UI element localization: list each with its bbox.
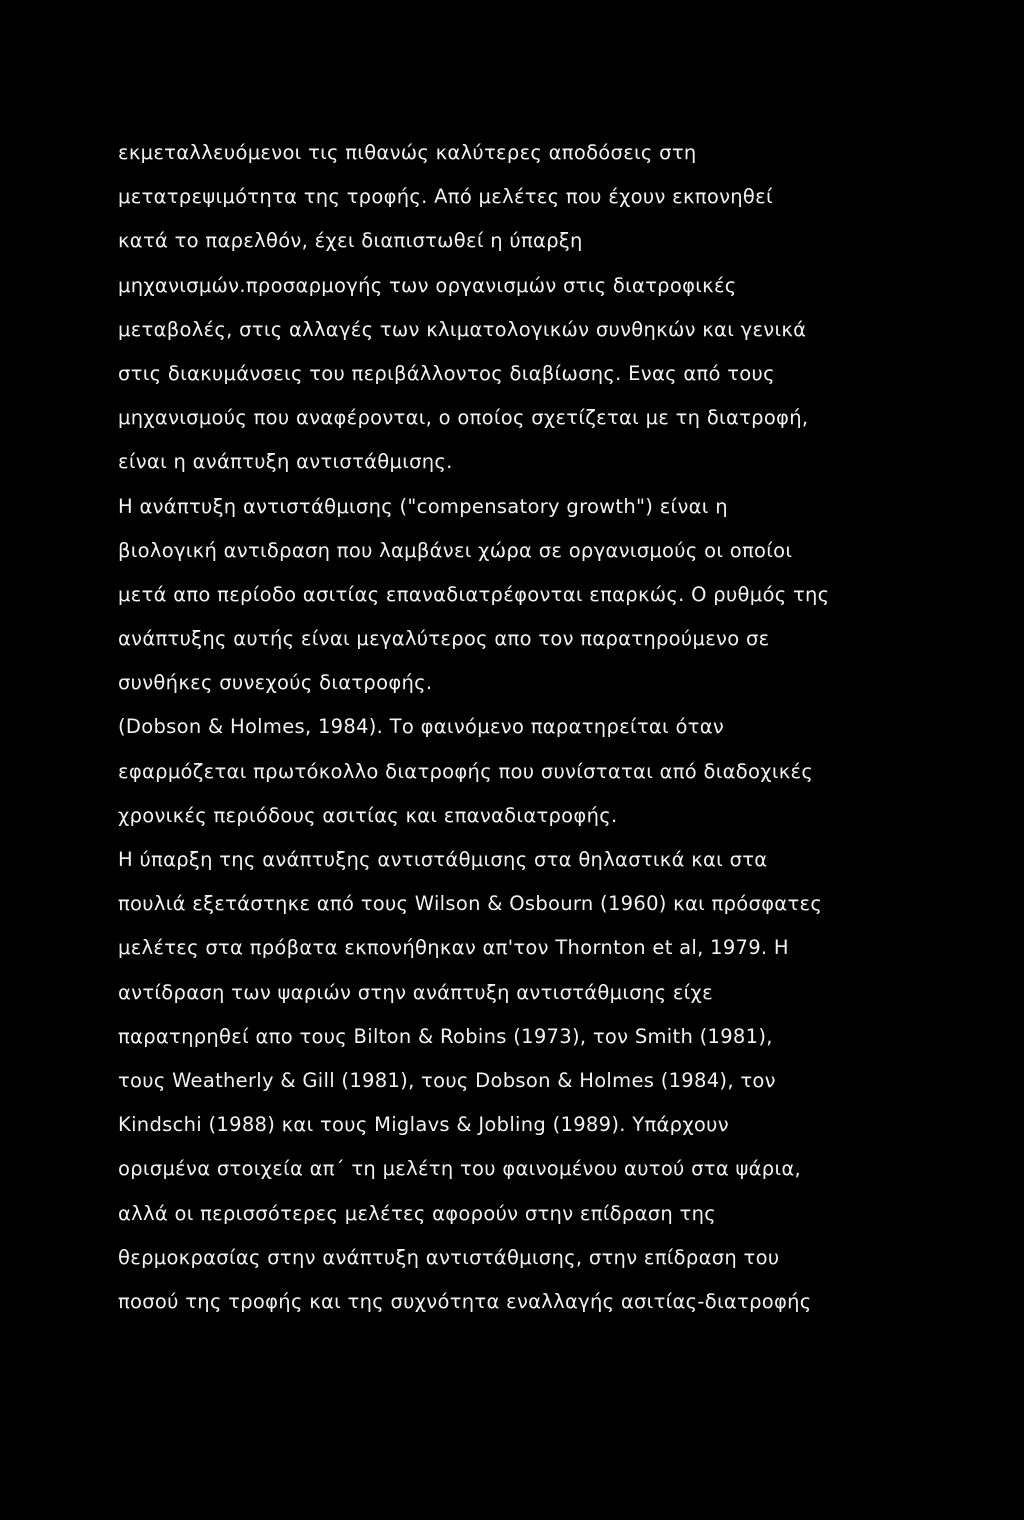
text-line: βιολογική αντιδραση που λαμβάνει χώρα σε οργανισμούς οι οποίοι bbox=[118, 538, 793, 562]
text-line: Kindschi (1988) και τους Miglavs & Jobling (1989). Υπάρχουν bbox=[118, 1113, 729, 1137]
body-text bbox=[118, 131, 918, 1324]
text-line: εκμεταλλευόμενοι τις πιθανώς καλύτερες αποδόσεις στη bbox=[118, 141, 697, 164]
text-line: μετατρεψιμότητα της τροφής. Από μελέτες που έχουν εκπονηθεί bbox=[118, 185, 773, 209]
text-line: είναι η ανάπτυξη αντιστάθμισης. bbox=[118, 450, 453, 474]
text-line: ανάπτυξης αυτής είναι μεγαλύτερος απο τον παρατηρούμενο σε bbox=[118, 627, 770, 651]
text-line: θερμοκρασίας στην ανάπτυξη αντιστάθμισης, στην επίδραση του bbox=[118, 1245, 780, 1269]
text-line: μεταβολές, στις αλλαγές των κλιματολογικών συνθηκών και γενικά bbox=[118, 317, 807, 341]
text-line: παρατηρηθεί απο τους Bilton & Robins (1973), τον Smith (1981), bbox=[118, 1024, 773, 1048]
text-line: ορισμένα στοιχεία απ΄ τη μελέτη του φαινομένου αυτού στα ψάρια, bbox=[118, 1157, 802, 1181]
text-line: τους Weatherly & Gill (1981), τους Dobson & Holmes (1984), τον bbox=[118, 1068, 776, 1092]
text-line: ποσού της τροφής και της συχνότητα εναλλαγής ασιτίας-διατροφής bbox=[118, 1289, 812, 1313]
text-line: κατά το παρελθόν, έχει διαπιστωθεί η ύπαρξη bbox=[118, 229, 583, 253]
text-line: Η ύπαρξη της ανάπτυξης αντιστάθμισης στα θηλαστικά και στα bbox=[118, 848, 768, 871]
text-line: στις διακυμάνσεις του περιβάλλοντος διαβίωσης. Ενας από τους bbox=[118, 361, 775, 385]
text-line: συνθήκες συνεχούς διατροφής. bbox=[118, 671, 433, 695]
text-line: μηχανισμών.προσαρμογής των οργανισμών στις διατροφικές bbox=[118, 273, 737, 297]
text-line: μετά απο περίοδο ασιτίας επαναδιατρέφονται επαρκώς. Ο ρυθμός της bbox=[118, 582, 830, 606]
text-line: Η ανάπτυξη αντιστάθμισης ("compensatory growth") είναι η bbox=[118, 494, 728, 518]
text-line: χρονικές περιόδους ασιτίας και επαναδιατροφής. bbox=[118, 803, 618, 827]
text-line: αντίδραση των ψαριών στην ανάπτυξη αντιστάθμισης είχε bbox=[118, 980, 713, 1004]
text-line: πουλιά εξετάστηκε από τους Wilson & Osbourn (1960) και πρόσφατες bbox=[118, 892, 823, 916]
text-line: (Dobson & Holmes, 1984). Το φαινόμενο παρατηρείται όταν bbox=[118, 715, 725, 739]
text-line: αλλά οι περισσότερες μελέτες αφορούν στην επίδραση της bbox=[118, 1201, 716, 1225]
text-line: εφαρμόζεται πρωτόκολλο διατροφής που συνίσταται από διαδοχικές bbox=[118, 759, 814, 783]
text-line: μηχανισμούς που αναφέρονται, ο οποίος σχετίζεται με τη διατροφή, bbox=[118, 406, 809, 430]
text-line: μελέτες στα πρόβατα εκπονήθηκαν απ'τον Thornton et al, 1979. Η bbox=[118, 936, 789, 960]
